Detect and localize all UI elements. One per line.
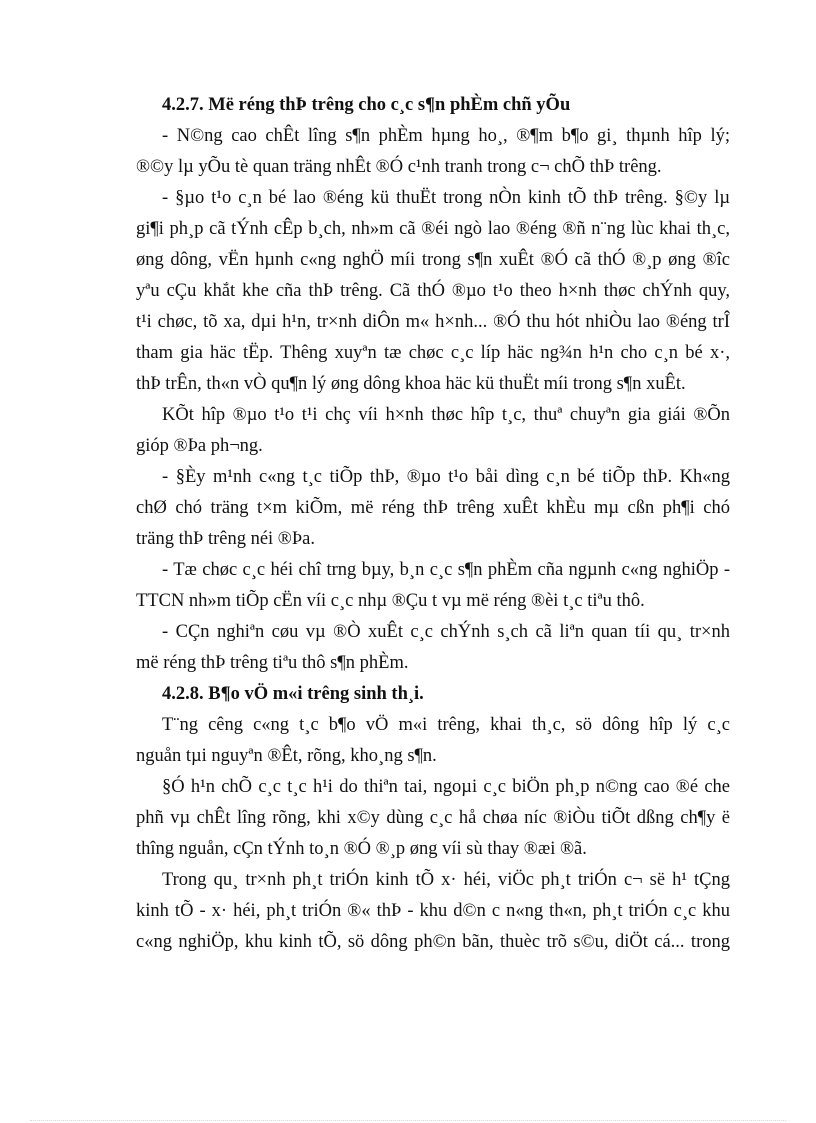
paragraph-line: KÕt hîp ®µo t¹o t¹i chç víi h×nh thøc hîp t¸c, thuª chuyªn gia giái ®Õn xyxy=(162,405,730,425)
paragraph-line: - §Èy m¹nh c«ng t¸c tiÕp thÞ, ®µo t¹o båi dìng c¸n bé tiÕp thÞ. Kh«ng xyxy=(162,467,730,487)
paragraph-line: §Ó h¹n chÕ c¸c t¸c h¹i do thiªn tai, ngoµi c¸c biÖn ph¸p n©ng cao ®é che xyxy=(162,777,730,797)
paragraph-line: gióp ®Þa ph¬ng. xyxy=(136,436,263,456)
paragraph-line: t¹i chøc, tõ xa, dµi h¹n, tr×nh diÔn m« h×nh... ®Ó thu hót nhiÒu lao ®éng trÎ xyxy=(136,312,730,332)
paragraph-line: Trong qu¸ tr×nh ph¸t triÓn kinh tÕ x· héi, viÖc ph¸t triÓn c¬ së h¹ tÇng xyxy=(162,870,730,890)
paragraph-line: träng thÞ trêng néi ®Þa. xyxy=(136,529,315,549)
paragraph-line: - §µo t¹o c¸n bé lao ®éng kü thuËt trong nÒn kinh tÕ thÞ trêng. §©y lµ xyxy=(162,188,730,208)
paragraph-line: T¨ng cêng c«ng t¸c b¶o vÖ m«i trêng, khai th¸c, sö dông hîp lý c¸c xyxy=(162,715,730,735)
paragraph-line: tham gia häc tËp. Thêng xuyªn tæ chøc c¸c líp häc ng¾n h¹n cho c¸n bé x·, xyxy=(136,343,730,363)
section-heading-environment: 4.2.8. B¶o vÖ m«i trêng sinh th¸i. xyxy=(162,684,424,704)
paragraph-line: ®©y lµ yÕu tè quan träng nhÊt ®Ó c¹nh tranh trong c¬ chÕ thÞ trêng. xyxy=(136,157,662,177)
paragraph-line: - CÇn nghiªn cøu vµ ®Ò xuÊt c¸c chÝnh s¸ch cã liªn quan tíi qu¸ tr×nh xyxy=(162,622,730,642)
page-bottom-divider xyxy=(30,1120,786,1121)
paragraph-line: gi¶i ph¸p cã tÝnh cÊp b¸ch, nh»m cã ®éi ngò lao ®éng ®ñ n¨ng lùc khai th¸c, xyxy=(136,219,730,239)
paragraph-line: nguån tµi nguyªn ®Êt, rõng, kho¸ng s¶n. xyxy=(136,746,437,766)
paragraph-line: - N©ng cao chÊt lîng s¶n phÈm hµng ho¸, ®¶m b¶o gi¸ thµnh hîp lý; xyxy=(162,126,730,146)
paragraph-line: c«ng nghiÖp, khu kinh tÕ, sö dông ph©n bãn, thuèc trõ s©u, diÖt cá... trong xyxy=(136,932,730,952)
paragraph-line: phñ vµ chÊt lîng rõng, khi x©y dùng c¸c hå chøa níc ®iÒu tiÕt dßng ch¶y ë xyxy=(136,808,730,828)
paragraph-line: thÞ trÊn, th«n vÒ qu¶n lý øng dông khoa häc kü thuËt míi trong s¶n xuÊt. xyxy=(136,374,686,394)
paragraph-line: TTCN nh»m tiÕp cËn víi c¸c nhµ ®Çu t vµ më réng ®èi t¸c tiªu thô. xyxy=(136,591,645,611)
paragraph-line: øng dông, vËn hµnh c«ng nghÖ míi trong s¶n xuÊt ®Ó cã thÓ ®¸p øng ®îc xyxy=(136,250,730,270)
paragraph-line: yªu cÇu khắt khe cña thÞ trêng. Cã thÓ ®µo t¹o theo h×nh thøc chÝnh quy, xyxy=(136,281,730,301)
paragraph-line: kinh tÕ - x· héi, ph¸t triÓn ®« thÞ - khu d©n c n«ng th«n, ph¸t triÓn c¸c khu xyxy=(136,901,730,921)
paragraph-line: - Tæ chøc c¸c héi chî trng bµy, b¸n c¸c s¶n phÈm cña ngµnh c«ng nghiÖp - xyxy=(162,560,730,580)
paragraph-line: chØ chó träng t×m kiÕm, më réng thÞ trêng xuÊt khÈu mµ cßn ph¶i chó xyxy=(136,498,730,518)
section-heading-market-expansion: 4.2.7. Më réng thÞ trêng cho c¸c s¶n phÈm chñ yÕu xyxy=(162,95,571,115)
document-body xyxy=(136,90,730,958)
paragraph-line: më réng thÞ trêng tiªu thô s¶n phÈm. xyxy=(136,653,409,673)
paragraph-line: thîng nguån, cÇn tÝnh to¸n ®Ó ®¸p øng víi sù thay ®æi ®ã. xyxy=(136,839,587,859)
